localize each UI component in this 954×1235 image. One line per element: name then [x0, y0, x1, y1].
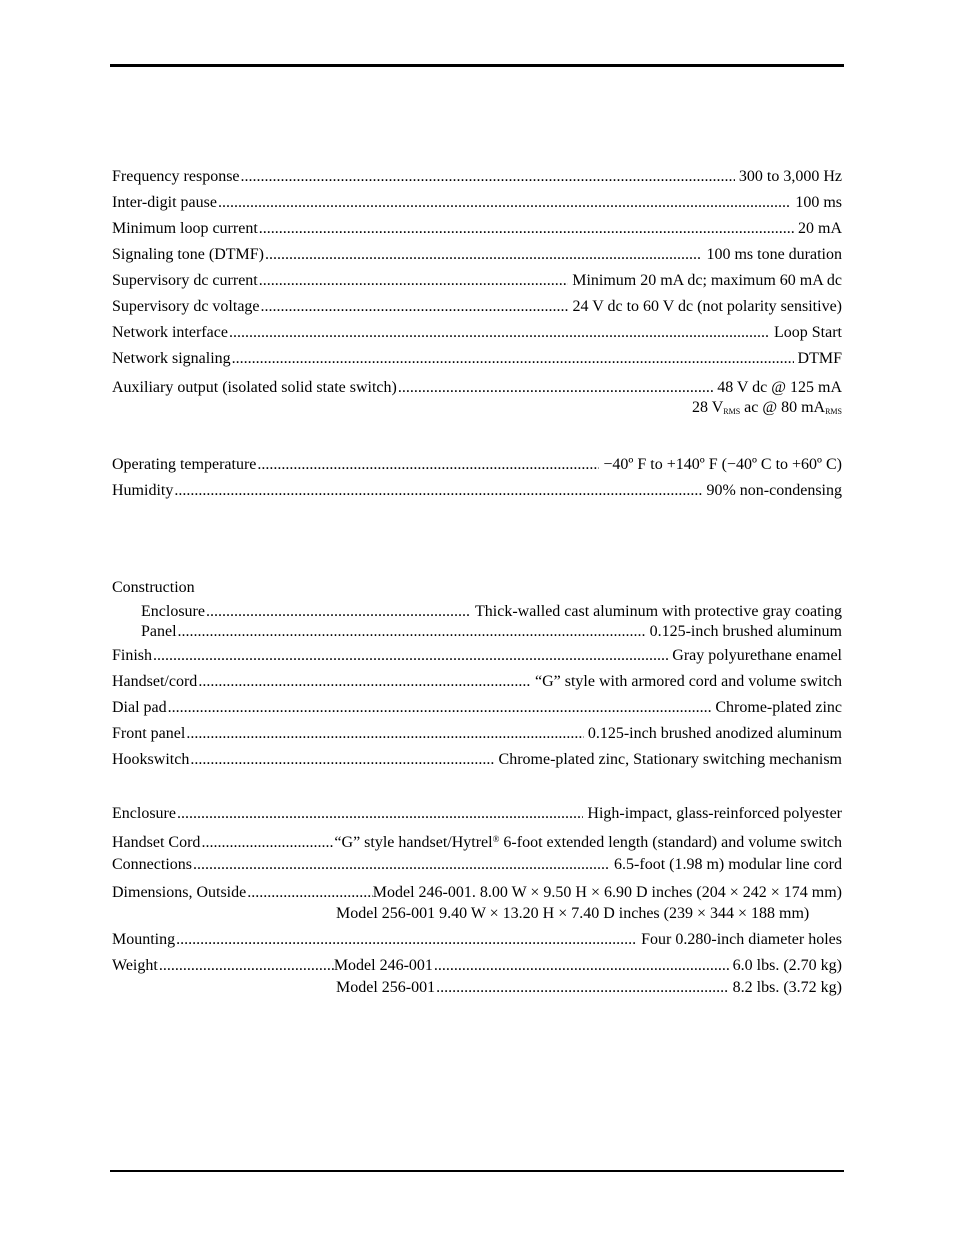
weight-model: Model 246-001: [333, 957, 433, 974]
spec-label: Network signaling: [112, 350, 231, 367]
weight-model: Model 256-001: [336, 979, 436, 996]
spec-label: Mounting: [112, 931, 176, 948]
spec-row-dimensions: [112, 883, 842, 903]
spec-row: [112, 167, 842, 187]
spec-value: 100 ms: [795, 194, 842, 211]
dot-leader: [436, 978, 729, 998]
spec-value: 24 V dc to 60 V dc (not polarity sensitive): [572, 298, 842, 315]
spec-value: 6.0 lbs. (2.70 kg): [732, 957, 842, 974]
spec-row: [112, 804, 842, 824]
aux-output-line2: [692, 398, 842, 418]
dimensions-line2: Model 256-001 9.40 W × 13.20 H × 7.40 D inches (239 × 344 × 188 mm): [336, 905, 810, 922]
dot-leader: [241, 167, 735, 187]
spec-row: [112, 724, 842, 744]
spec-value: 100 ms tone duration: [706, 246, 842, 263]
dot-leader: [247, 883, 373, 903]
spec-label: Network interface: [112, 324, 228, 341]
spec-label: Front panel: [112, 725, 186, 742]
spec-value: Loop Start: [774, 324, 842, 341]
spec-row: [112, 245, 842, 265]
spec-label: Finish: [112, 647, 153, 664]
spec-label: Connections: [112, 856, 192, 873]
spec-row-weight-2: [336, 978, 842, 998]
dot-leader: [198, 672, 531, 692]
spec-value: 20 mA: [798, 220, 842, 237]
spec-value: Minimum 20 mA dc; maximum 60 mA dc: [572, 272, 842, 289]
handset-cord-value-pre: “G” style handset/Hytrel: [334, 834, 493, 851]
dot-leader: [177, 804, 583, 824]
spec-row: [112, 855, 842, 875]
dot-leader: [153, 646, 668, 666]
spec-row: [112, 698, 842, 718]
spec-label: Signaling tone (DTMF): [112, 246, 264, 263]
dot-leader: [261, 297, 569, 317]
spec-row: [112, 378, 842, 398]
spec-label: Handset/cord: [112, 673, 198, 690]
dot-leader: [176, 930, 637, 950]
spec-label: Enclosure: [141, 603, 205, 620]
dot-leader: [178, 622, 646, 642]
spec-value: 8.2 lbs. (3.72 kg): [732, 979, 842, 996]
spec-label: Supervisory dc current: [112, 272, 258, 289]
aux-line2-sub2: RMS: [825, 407, 842, 416]
spec-row: [112, 930, 842, 950]
spec-row-handset-cord: [112, 829, 842, 849]
spec-row: [141, 622, 842, 642]
spec-value: Thick-walled cast aluminum with protective gray coating: [475, 603, 842, 620]
header-rule: [110, 64, 844, 67]
spec-value: Gray polyurethane enamel: [672, 647, 842, 664]
dot-leader: [193, 855, 610, 875]
dot-leader: [174, 481, 702, 501]
dot-leader: [434, 956, 729, 976]
spec-value: Chrome-plated zinc: [715, 699, 842, 716]
spec-label: Hookswitch: [112, 751, 190, 768]
spec-value: 0.125-inch brushed anodized aluminum: [587, 725, 842, 742]
spec-label: Handset Cord: [112, 834, 201, 851]
dot-leader: [201, 833, 334, 853]
spec-value: −40º F to +140º F (−40º C to +60º C): [603, 456, 842, 473]
spec-label: Panel: [141, 623, 177, 640]
aux-line2-mid: ac @ 80 mA: [740, 399, 826, 416]
spec-row-weight: [112, 956, 842, 976]
spec-value: 48 V dc @ 125 mA: [717, 379, 842, 396]
dot-leader: [206, 602, 471, 622]
spec-row: [112, 672, 842, 692]
dot-leader: [259, 219, 794, 239]
spec-row: [112, 271, 842, 291]
spec-value: DTMF: [797, 350, 842, 367]
spec-label: Weight: [112, 957, 158, 974]
spec-row: [112, 481, 842, 501]
spec-label: Auxiliary output (isolated solid state switch): [112, 379, 397, 396]
aux-line2-sub1: RMS: [723, 407, 741, 416]
spec-row: [112, 349, 842, 369]
spec-row: [112, 297, 842, 317]
dot-leader: [218, 193, 791, 213]
spec-label: Enclosure: [112, 805, 176, 822]
spec-label: Frequency response: [112, 168, 240, 185]
dot-leader: [232, 349, 794, 369]
spec-row: [112, 750, 842, 770]
spec-value: 90% non-condensing: [706, 482, 842, 499]
spec-row: [112, 323, 842, 343]
dot-leader: [398, 378, 713, 398]
dot-leader: [190, 750, 494, 770]
spec-value: 6.5-foot (1.98 m) modular line cord: [614, 856, 842, 873]
spec-value: Four 0.280-inch diameter holes: [641, 931, 842, 948]
spec-label: Operating temperature: [112, 456, 257, 473]
handset-cord-value-post: 6-foot extended length (standard) and volume switch: [499, 834, 842, 851]
dot-leader: [168, 698, 712, 718]
dot-leader: [186, 724, 584, 744]
dot-leader: [265, 245, 702, 265]
spec-row: [112, 455, 842, 475]
footer-rule: [110, 1170, 844, 1172]
spec-label: Inter-digit pause: [112, 194, 217, 211]
spec-value: “G” style with armored cord and volume switch: [534, 673, 842, 690]
spec-row: [112, 219, 842, 239]
dot-leader: [229, 323, 770, 343]
spec-row: [141, 602, 842, 622]
spec-value: 0.125-inch brushed aluminum: [649, 623, 842, 640]
registered-mark: ®: [492, 834, 500, 844]
spec-label: Supervisory dc voltage: [112, 298, 260, 315]
spec-label: Minimum loop current: [112, 220, 258, 237]
spec-row: [112, 646, 842, 666]
construction-heading: Construction: [112, 579, 195, 596]
spec-row: [112, 193, 842, 213]
aux-line2-pre: 28 V: [691, 399, 724, 416]
spec-value: [334, 829, 842, 853]
spec-label: Humidity: [112, 482, 174, 499]
spec-value: Chrome-plated zinc, Stationary switching mechanism: [498, 751, 842, 768]
spec-label: Dimensions, Outside: [112, 884, 247, 901]
spec-value: Model 246-001. 8.00 W × 9.50 H × 6.90 D inches (204 × 242 × 174 mm): [372, 884, 842, 901]
dot-leader: [159, 956, 334, 976]
spec-label: Dial pad: [112, 699, 167, 716]
spec-value: High-impact, glass-reinforced polyester: [587, 805, 842, 822]
dot-leader: [257, 455, 599, 475]
dot-leader: [259, 271, 568, 291]
spec-value: 300 to 3,000 Hz: [738, 168, 842, 185]
